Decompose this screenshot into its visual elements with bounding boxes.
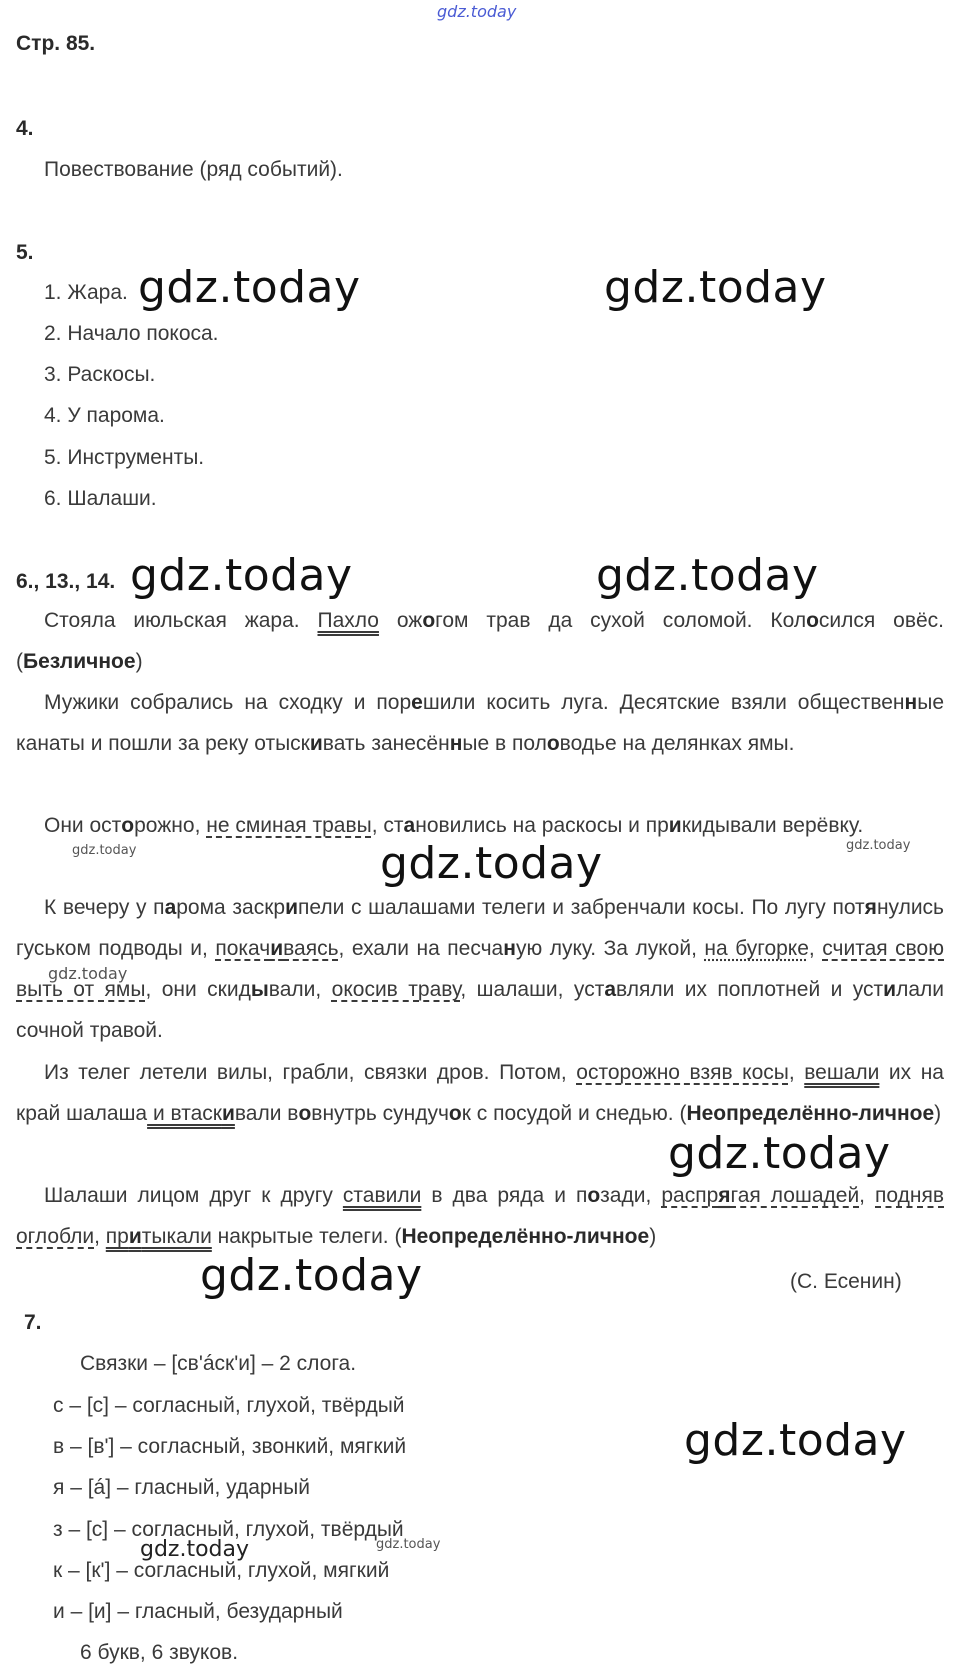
task6-paragraph-6: Шалаши лицом друг к другу ставили в два ряда и позади, распрягая лошадей, подняв оглобли, притыкали накрытые телеги. (Неопределённо-личное) (16, 1184, 945, 1248)
watermark: gdz.today (138, 262, 361, 313)
analysis-line: к – [к'] – согласный, глухой, мягкий (53, 1559, 390, 1582)
watermark: gdz.today (668, 1128, 891, 1179)
page-header: Стр. 85. (16, 32, 96, 55)
task6-number: 6., 13., 14. (16, 570, 116, 593)
watermark: gdz.today (684, 1415, 907, 1466)
analysis-line: с – [с] – согласный, глухой, твёрдый (53, 1394, 405, 1417)
task5-number: 5. (16, 241, 34, 264)
watermark: gdz.today (200, 1250, 423, 1301)
watermark-top: gdz.today (437, 2, 517, 21)
task6-paragraph-4: К вечеру у парома заскрипели с шалашами телеги и забренчали косы. По лугу потянулись гуськом подводы и, покачиваясь, ехали на песчаную луку. За лукой, на бугорке, считая свою выть от ямы, они скидывали, окосив траву, шалаши, уставляли их поплотней и устилали сочной травой. (16, 896, 945, 1042)
task6-paragraph-2: Мужики собрались на сходку и порешили косить луга. Десятские взяли общественные канаты и пошли за реку отыскивать занесённые в половодье на делянках ямы. (16, 691, 944, 755)
analysis-line: в – [в'] – согласный, звонкий, мягкий (53, 1435, 407, 1458)
analysis-line: Связки – [св'áск'и] – 2 слога. (80, 1352, 357, 1375)
analysis-line: 6 букв, 6 звуков. (80, 1641, 239, 1664)
task6-paragraph-5: Из телег летели вилы, грабли, связки дров. Потом, осторожно взяв косы, вешали их на край шалаша и втаскивали вовнутрь сундучок с посудой и снедью. (Неопределённо-личное) (16, 1061, 944, 1125)
task4-answer: Повествование (ряд событий). (44, 158, 343, 181)
analysis-line: и – [и] – гласный, безударный (53, 1600, 343, 1623)
task4-number: 4. (16, 117, 34, 140)
watermark: gdz.today (846, 838, 911, 853)
task6-paragraph-3: Они осторожно, не сминая травы, становились на раскосы и прикидывали верёвку. (44, 814, 864, 837)
list-item: 1. Жара. (44, 281, 128, 304)
analysis-line: з – [с] – согласный, глухой, твёрдый (53, 1518, 404, 1541)
watermark: gdz.today (376, 1537, 441, 1552)
list-item: 5. Инструменты. (44, 446, 205, 469)
list-item: 4. У парома. (44, 404, 165, 427)
watermark: gdz.today (596, 550, 819, 601)
task6-paragraph-1: Стояла июльская жара. Пахло ожогом трав да сухой соломой. Колосился овёс. (Безличное) (16, 609, 945, 673)
task7-number: 7. (24, 1311, 42, 1334)
watermark: gdz.today (140, 1537, 250, 1562)
watermark: gdz.today (48, 964, 128, 983)
list-item: 2. Начало покоса. (44, 322, 219, 345)
watermark: gdz.today (72, 843, 137, 858)
list-item: 3. Раскосы. (44, 363, 156, 386)
watermark: gdz.today (604, 262, 827, 313)
list-item: 6. Шалаши. (44, 487, 157, 510)
author-attribution: (С. Есенин) (790, 1270, 902, 1293)
watermark: gdz.today (130, 550, 353, 601)
analysis-line: я – [á] – гласный, ударный (53, 1476, 310, 1499)
watermark: gdz.today (380, 838, 603, 889)
